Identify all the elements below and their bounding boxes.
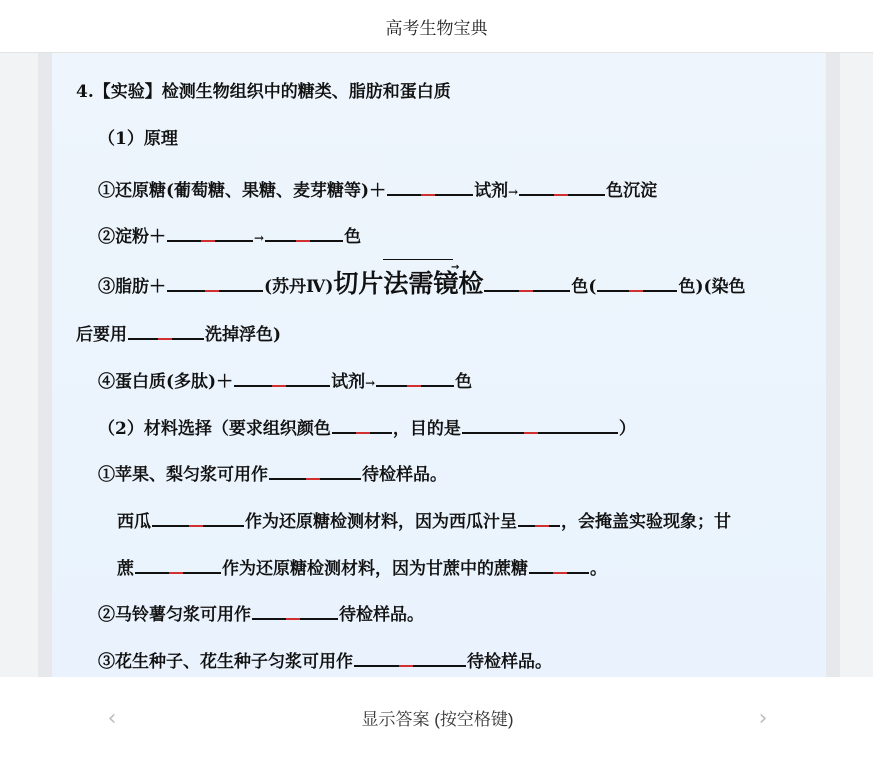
blank-field xyxy=(354,645,466,667)
text: ②马铃薯匀浆可用作 xyxy=(98,605,251,625)
text: 色( xyxy=(571,277,597,297)
fat-line-cont xyxy=(76,318,281,347)
card-shadow-left xyxy=(38,53,52,677)
annotation-arrow xyxy=(383,259,453,260)
blank-field xyxy=(332,412,392,434)
fat-line xyxy=(98,267,746,301)
content-area[interactable] xyxy=(0,53,873,677)
blank-field xyxy=(519,174,605,196)
card-shadow-right xyxy=(826,53,840,677)
blank-field xyxy=(376,365,454,387)
app-title: 高考生物宝典 xyxy=(385,18,488,38)
text: 试剂 xyxy=(474,181,509,201)
blank-field xyxy=(529,552,589,574)
show-answer-button[interactable]: 显示答案 (按空格键) xyxy=(361,710,514,729)
handwritten-annotation xyxy=(333,269,483,298)
text: ，目的是 xyxy=(392,419,461,439)
text: 待检样品。 xyxy=(362,465,447,485)
blank-field xyxy=(265,220,343,242)
apple-line xyxy=(98,458,447,487)
blank-field xyxy=(462,412,618,434)
section-heading: 4.【实验】检测生物组织中的糖类、脂肪和蛋白质 xyxy=(76,82,451,102)
sugarcane-line xyxy=(117,552,607,581)
watermelon-line xyxy=(117,505,731,534)
blank-field xyxy=(135,552,221,574)
text: 作为还原糖检测材料，因为甘蔗中的蔗糖 xyxy=(222,559,528,579)
blank-field xyxy=(597,270,677,292)
text: 蔗 xyxy=(117,559,134,579)
blank-field xyxy=(518,505,560,527)
blank-field xyxy=(252,598,338,620)
peanut-line xyxy=(98,645,552,674)
arrow-icon: → xyxy=(508,185,519,199)
arrow-icon: → xyxy=(254,231,265,245)
text: ③花生种子、花生种子匀浆可用作 xyxy=(98,652,353,672)
blank-field xyxy=(234,365,330,387)
blank-field xyxy=(167,220,253,242)
text: 后要用 xyxy=(76,325,127,345)
principle-line xyxy=(98,127,178,151)
blank-field xyxy=(128,318,204,340)
chevron-left-icon[interactable]: ‹ xyxy=(107,706,117,731)
text: 色 xyxy=(455,372,473,392)
arrow-icon: → xyxy=(365,376,376,390)
text: ③脂肪＋ xyxy=(98,277,166,297)
material-line xyxy=(98,412,636,441)
text: 待检样品。 xyxy=(339,605,424,625)
text: 作为还原糖检测材料，因为西瓜汁呈 xyxy=(245,512,517,532)
blank-field xyxy=(484,270,570,292)
blank-field xyxy=(152,505,244,527)
potato-line xyxy=(98,598,424,627)
text: ） xyxy=(618,419,636,439)
annotation-text: 切片法需镜检 xyxy=(333,269,484,298)
starch-line xyxy=(98,220,361,250)
footer-bar xyxy=(0,677,873,763)
principle-label: （1）原理 xyxy=(98,129,178,149)
reducing-sugar-line xyxy=(98,174,657,204)
text: 西瓜 xyxy=(117,512,151,532)
text: （2）材料选择（要求组织颜色 xyxy=(98,419,331,439)
text: ①还原糖(葡萄糖、果糖、麦芽糖等)＋ xyxy=(98,181,387,201)
text: 。 xyxy=(590,559,607,579)
text: 色沉淀 xyxy=(606,181,658,201)
text: (苏丹Ⅳ) xyxy=(264,277,334,297)
text: ①苹果、梨匀浆可用作 xyxy=(98,465,268,485)
heading-line xyxy=(76,80,451,104)
blank-field xyxy=(167,270,263,292)
text: 待检样品。 xyxy=(467,652,552,672)
text: 色)(染色 xyxy=(678,277,746,297)
chevron-right-icon[interactable]: › xyxy=(758,706,768,731)
text: ，会掩盖实验现象；甘 xyxy=(561,512,731,532)
text: ②淀粉＋ xyxy=(98,227,166,247)
blank-field xyxy=(387,174,473,196)
title-bar xyxy=(0,0,873,53)
text: 洗掉浮色) xyxy=(205,325,282,345)
text: 试剂 xyxy=(331,372,366,392)
text: ④蛋白质(多肽)＋ xyxy=(98,372,234,392)
blank-field xyxy=(269,458,361,480)
protein-line xyxy=(98,365,472,395)
text: 色 xyxy=(344,227,362,247)
